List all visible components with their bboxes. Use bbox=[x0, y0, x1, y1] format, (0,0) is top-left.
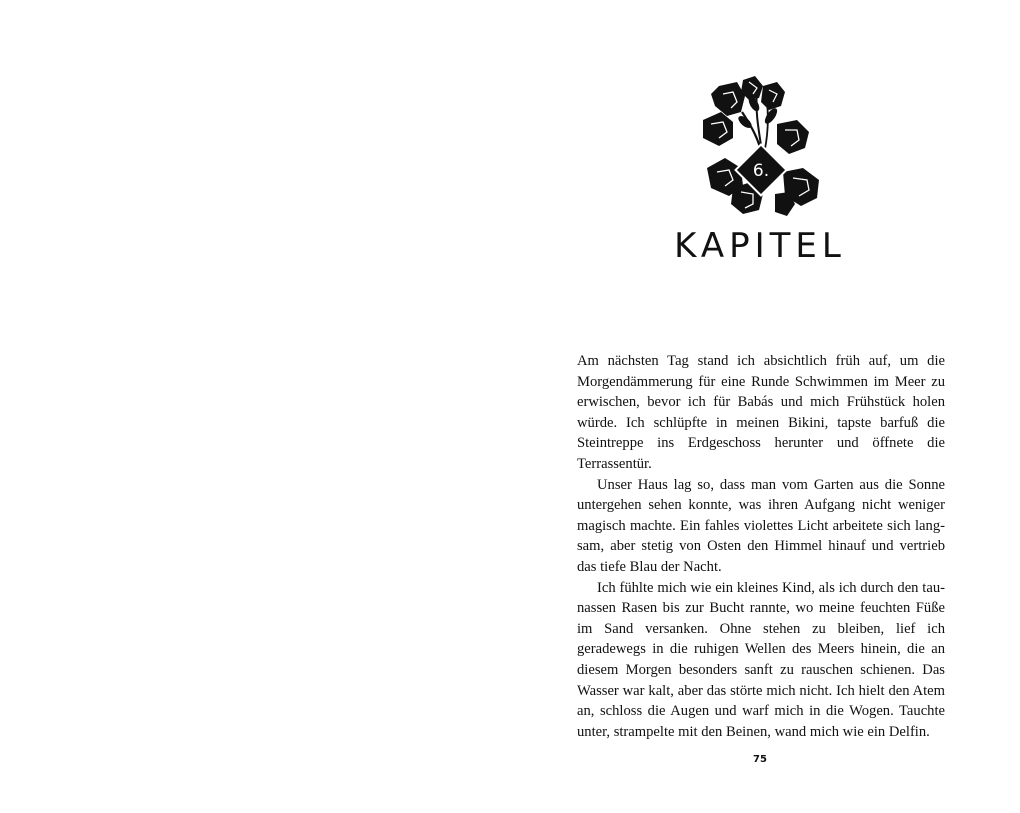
paragraph: Ich fühlte mich wie ein kleines Kind, als ich durch den taunassen Rasen bis zur Bucht rannte, wo meine feuchten Füße im Sand versanken. Ohne stehen zu bleiben, lief ich geradewegs in die ruhigen Wellen des Meers hinein, die an diesem Morgen besonders sanft zu rauschen schienen. Das Wasser war kalt, aber das störte mich nicht. Ich hielt den Atem an, schloss die Augen und warf mich in die Wogen. Tauchte unter, strampelte mit den Beinen, wand mich wie ein Delfin. bbox=[577, 579, 945, 740]
chapter-body bbox=[577, 351, 945, 742]
page-number: 75 bbox=[753, 754, 767, 765]
chapter-number: 6. bbox=[752, 161, 770, 181]
chapter-heading: KAPITEL bbox=[674, 226, 846, 266]
paragraph: Am nächsten Tag stand ich absichtlich früh auf, um die Morgendämmerung für eine Runde Schwimmen im Meer zu erwischen, bevor ich für Babás und mich Frühstück holen würde. Ich schlüpfte in meinen Bikini, tapste barfuß die Steintreppe ins Erdgeschoss herunter und öffnete die Terrassentür. bbox=[577, 353, 945, 472]
paragraph: Unser Haus lag so, dass man vom Garten aus die Sonne untergehen sehen konnte, was ihren Aufgang nicht weniger magisch machte. Ein fahles violettes Licht arbeitete sich langsam, aber stetig von Osten den Himmel hinauf und vertrieb das tiefe Blau der Nacht. bbox=[577, 476, 945, 575]
bougainvillea-flower-icon bbox=[697, 72, 827, 222]
